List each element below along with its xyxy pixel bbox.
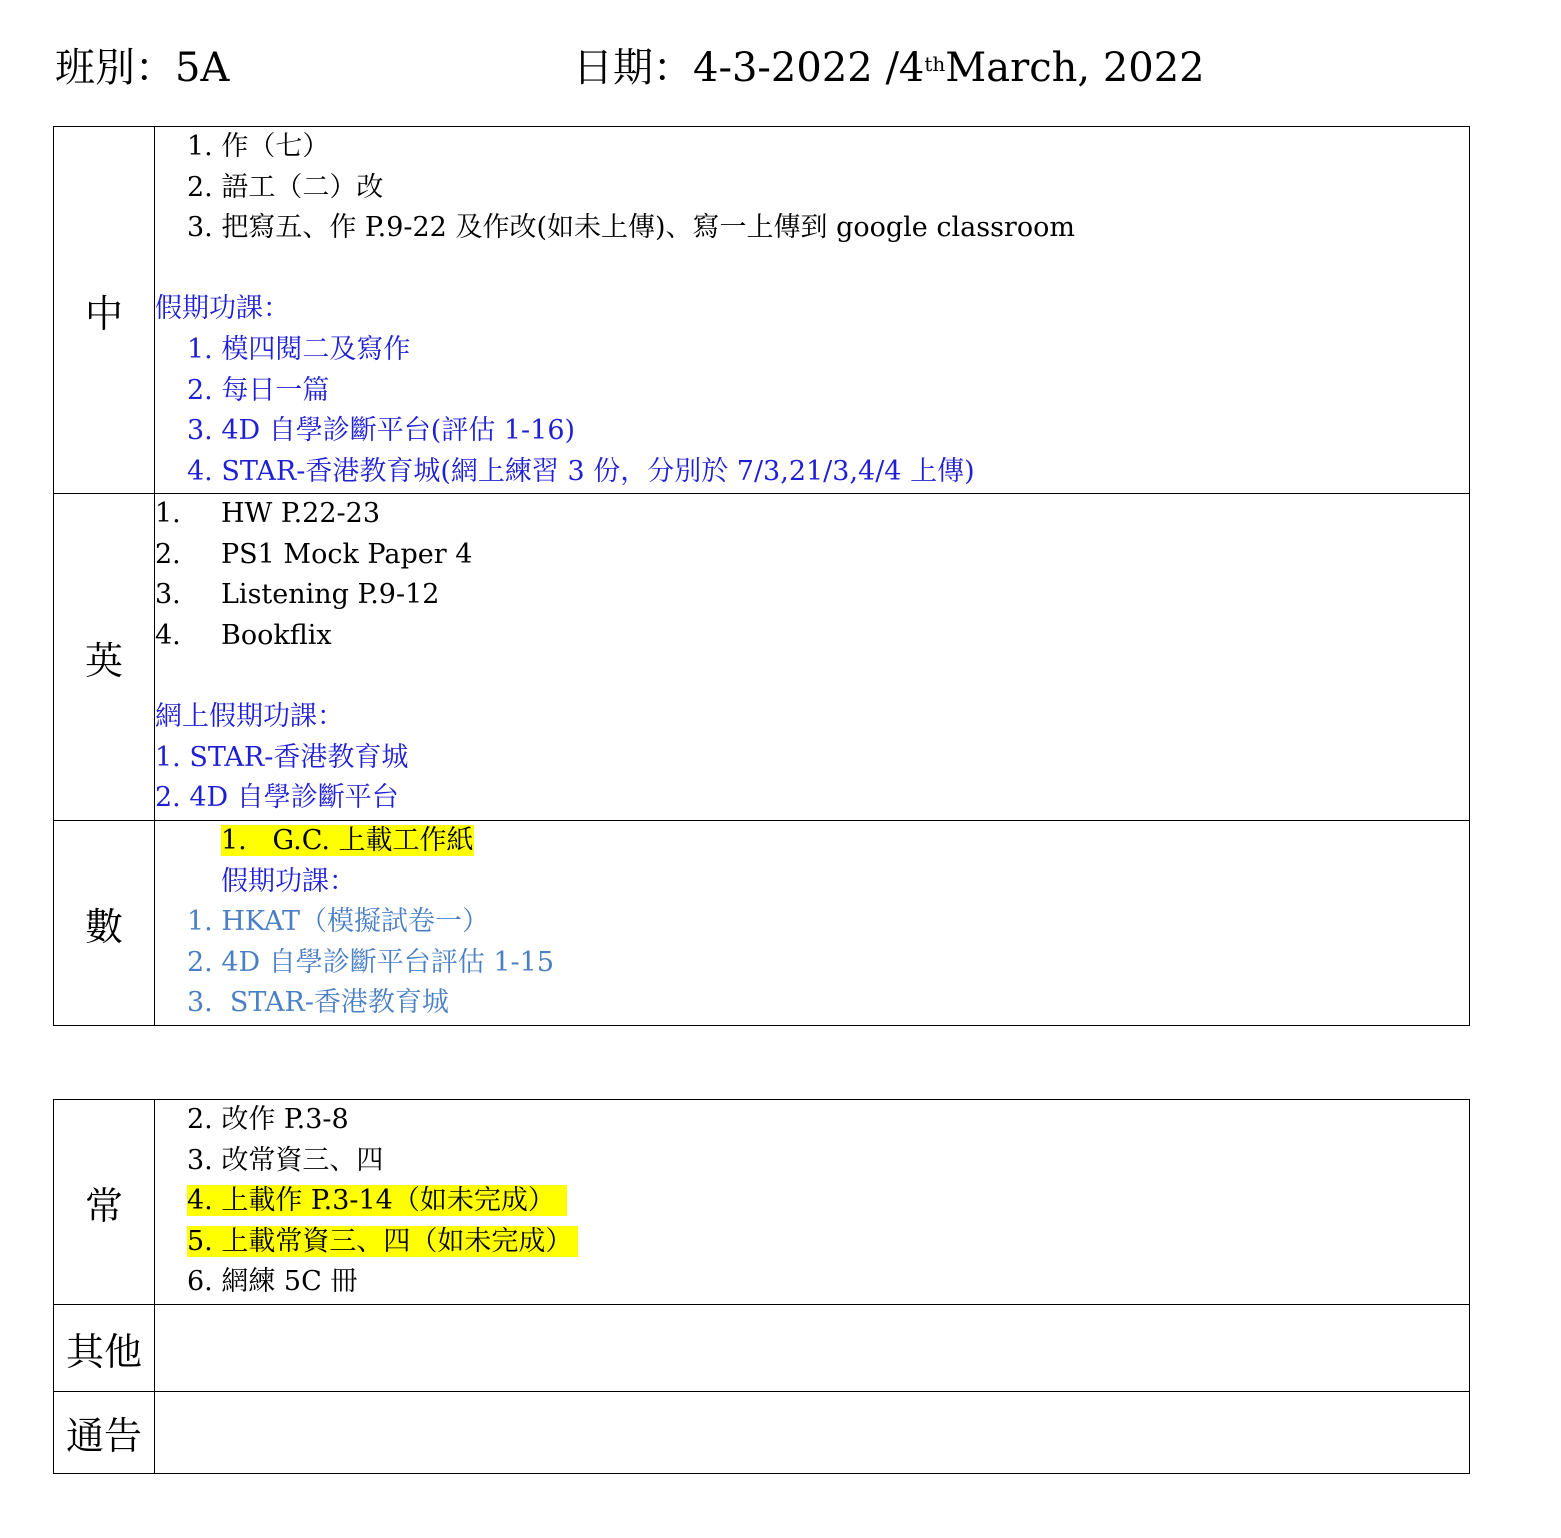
- list-item: [155, 1222, 1469, 1263]
- list-item: 2. 每日一篇: [187, 374, 330, 406]
- list-item: [155, 535, 1469, 576]
- row-notices: [54, 1392, 1470, 1474]
- list-item: [155, 1181, 1469, 1222]
- item-number: 1.: [155, 498, 181, 529]
- subject-others: 其他: [54, 1305, 155, 1392]
- highlighted-text: 1. G.C. 上載工作紙: [221, 825, 474, 856]
- content-english: [155, 494, 1470, 821]
- list-item: 3. STAR-香港教育城: [187, 987, 449, 1019]
- row-others: [54, 1305, 1470, 1392]
- item-text: Listening P.9-12: [221, 579, 440, 611]
- row-chinese: [54, 127, 1470, 494]
- list-item: 3. 把寫五、作 P.9-22 及作改(如未上傳)、寫一上傳到 google classroom: [187, 212, 1075, 244]
- date-prefix: 日期：4-3-2022 /4: [573, 45, 925, 91]
- subject-general-studies: 常: [54, 1100, 155, 1305]
- holiday-title: 網上假期功課：: [155, 700, 344, 732]
- list-item: 2. 4D 自學診斷平台: [155, 782, 399, 814]
- list-item: 2. 改作 P.3-8: [187, 1104, 349, 1135]
- row-general-studies: [54, 1100, 1470, 1305]
- date-label: [573, 40, 1205, 96]
- date-suffix: March, 2022: [945, 45, 1205, 91]
- homework-table-main: [53, 126, 1470, 1026]
- list-item: [155, 821, 1469, 862]
- list-item: 2. 語工（二）改: [187, 171, 384, 203]
- content-notices: [155, 1392, 1470, 1474]
- item-number: 4.: [155, 619, 181, 651]
- holiday-title: 假期功課：: [155, 293, 290, 325]
- blank-line: [155, 249, 1469, 290]
- item-number: 3.: [155, 579, 181, 611]
- subject-math: 數: [54, 821, 155, 1026]
- list-item: 6. 網練 5C 冊: [187, 1266, 358, 1298]
- content-general-studies: [155, 1100, 1470, 1305]
- list-item: [155, 575, 1469, 616]
- class-label: 班別：5A: [55, 45, 230, 91]
- item-text: PS1 Mock Paper 4: [221, 538, 473, 570]
- highlighted-text: 5. 上載常資三、四（如未完成）: [187, 1226, 578, 1257]
- content-others: [155, 1305, 1470, 1392]
- homework-table-secondary: [53, 1099, 1470, 1474]
- date-superscript: th: [924, 52, 946, 76]
- list-item: 2. 4D 自學診斷平台評估 1-15: [187, 946, 554, 978]
- list-item: 3. 4D 自學診斷平台(評估 1-16): [187, 415, 576, 447]
- list-item: [155, 616, 1469, 657]
- list-item: [155, 494, 1469, 535]
- subject-notices: 通告: [54, 1392, 155, 1474]
- item-text: HW P.22-23: [221, 498, 380, 529]
- row-english: [54, 494, 1470, 821]
- subject-chinese: 中: [54, 127, 155, 494]
- list-item: 3. 改常資三、四: [187, 1144, 384, 1176]
- content-math: [155, 821, 1470, 1026]
- list-item: 1. STAR-香港教育城: [155, 741, 409, 773]
- list-item: 1. HKAT（模擬試卷一）: [187, 906, 489, 938]
- item-text: Bookflix: [221, 619, 332, 651]
- item-number: 2.: [155, 538, 181, 570]
- subject-english: 英: [54, 494, 155, 821]
- list-item: 1. 作（七）: [187, 131, 330, 162]
- row-math: [54, 821, 1470, 1026]
- list-item: 4. STAR-香港教育城(網上練習 3 份，分別於 7/3,21/3,4/4 上傳): [187, 455, 975, 487]
- list-item: 1. 模四閱二及寫作: [187, 333, 411, 365]
- blank-line: [155, 656, 1469, 697]
- highlighted-text: 4. 上載作 P.3-14（如未完成）: [187, 1185, 567, 1216]
- holiday-title: 假期功課：: [221, 865, 356, 897]
- content-chinese: [155, 127, 1470, 494]
